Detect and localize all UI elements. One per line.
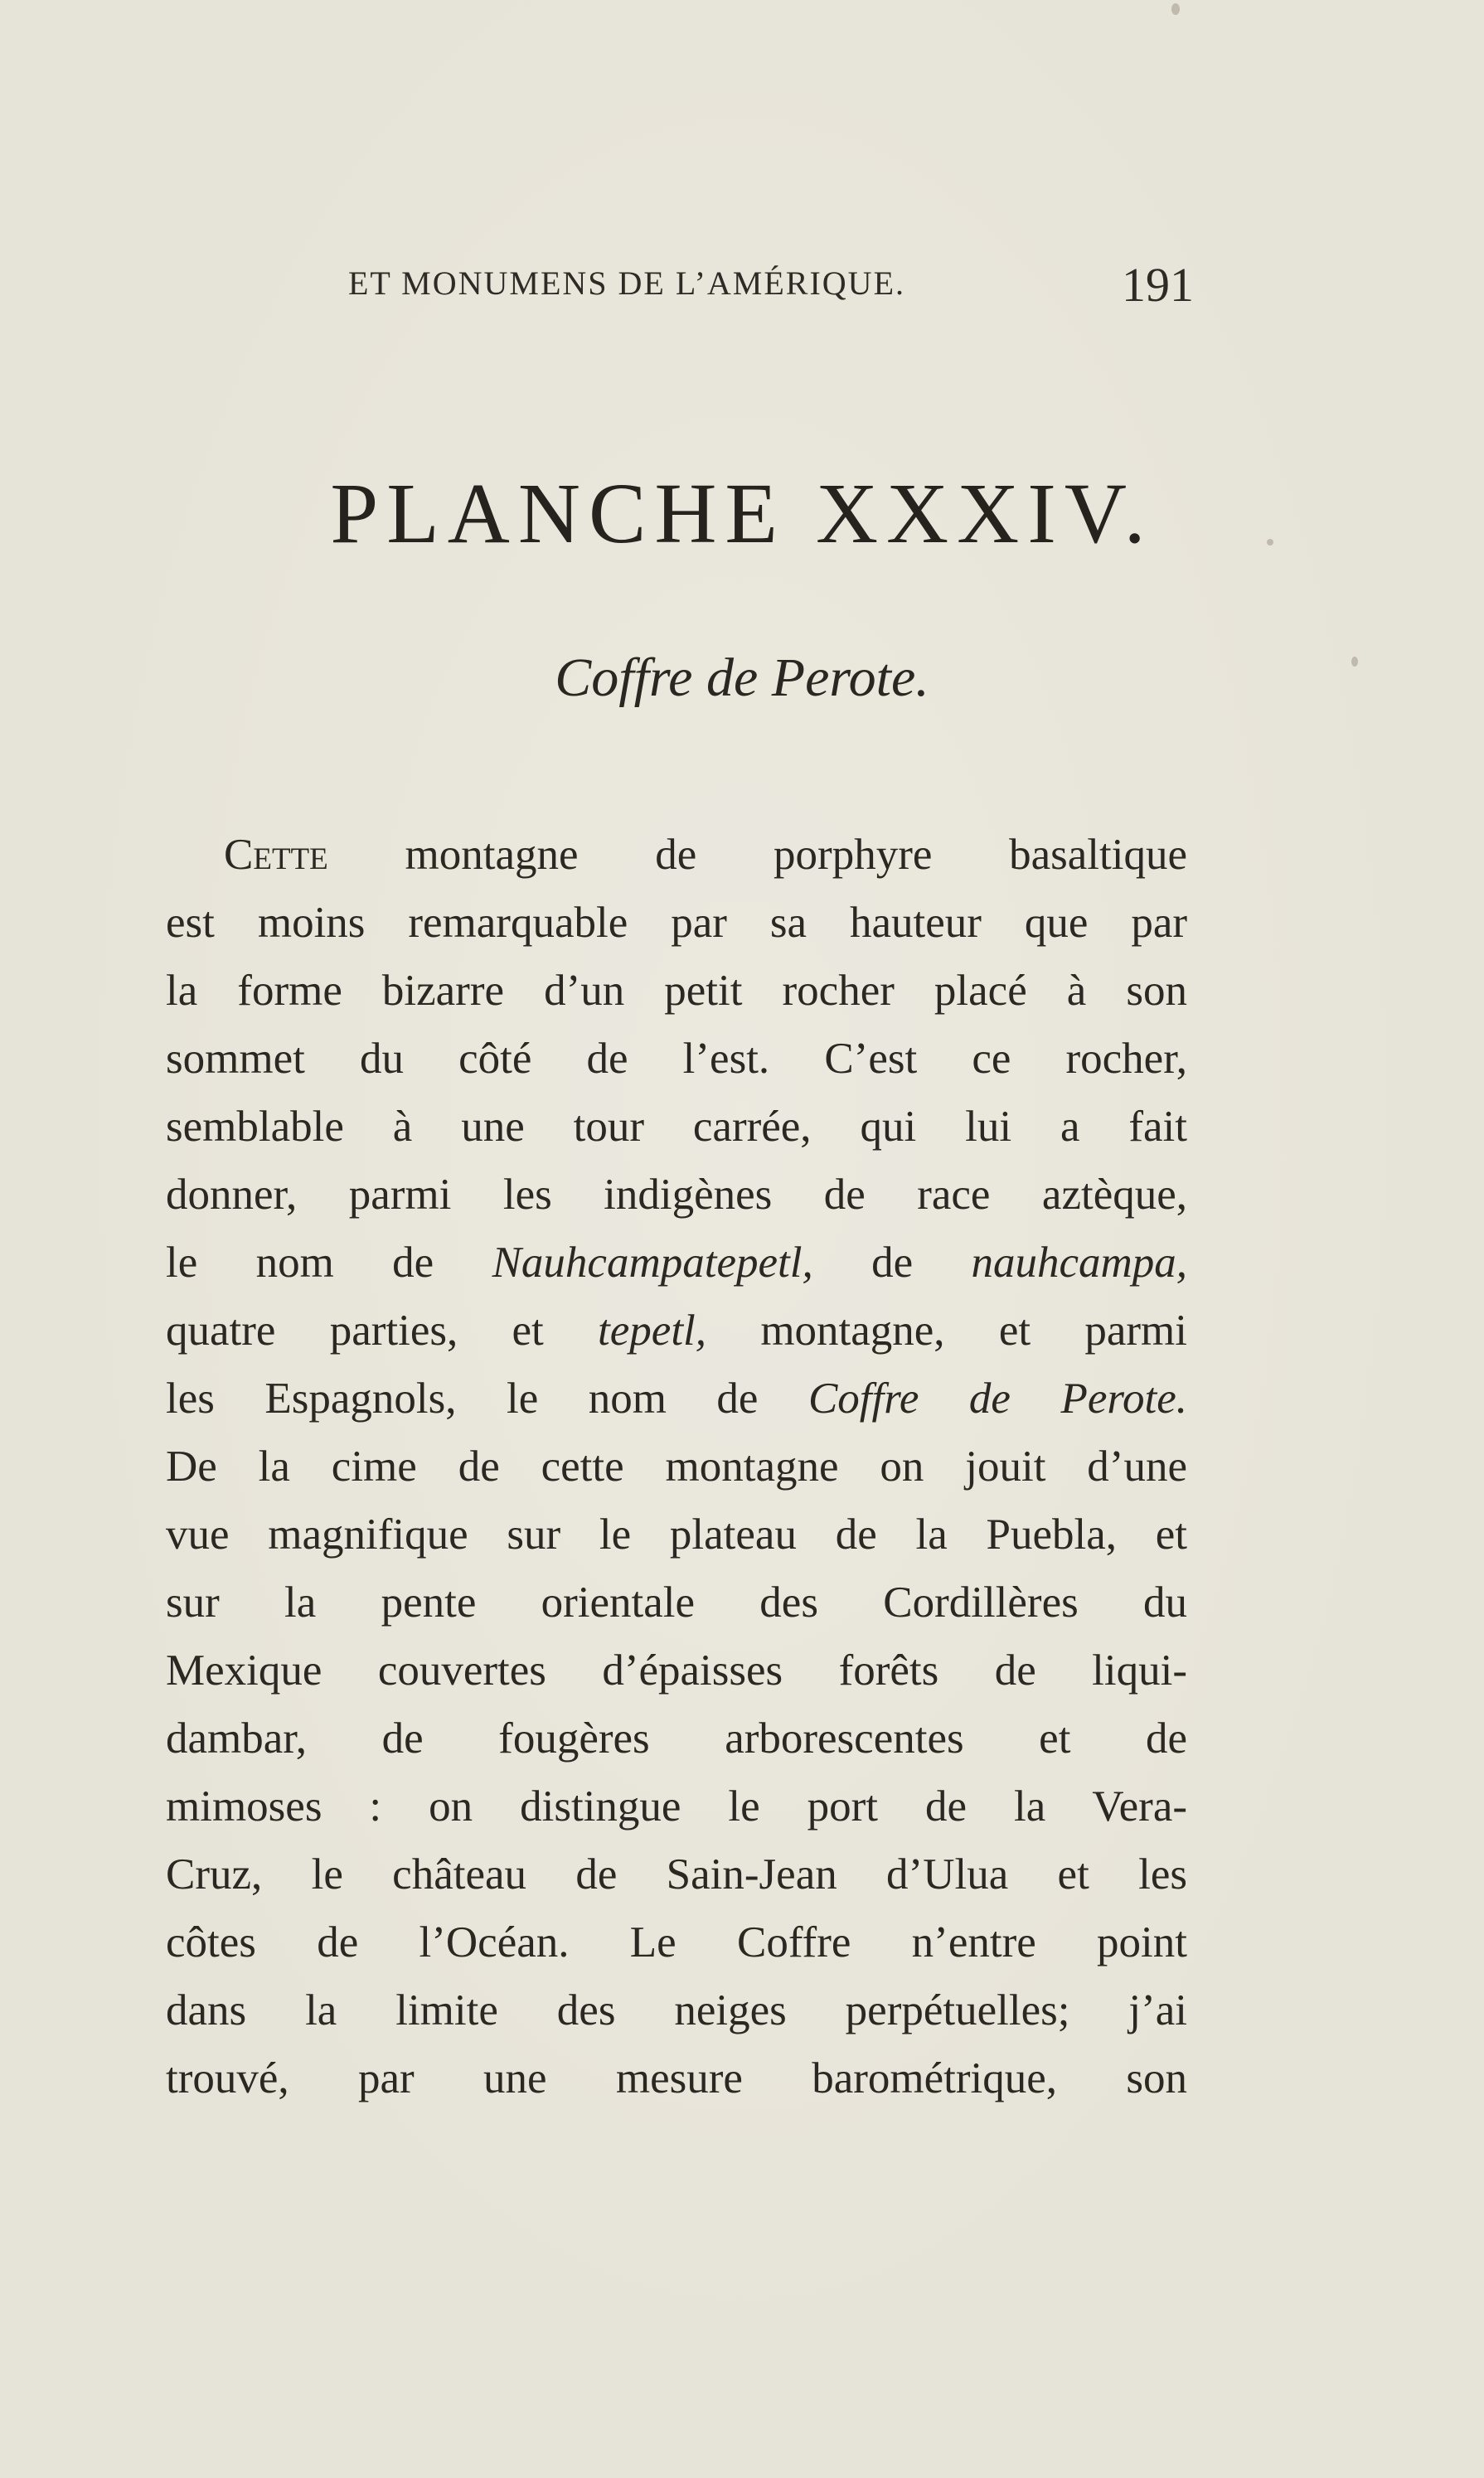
line-text: montagne de porphyre basaltique bbox=[405, 831, 1188, 879]
body-text bbox=[166, 821, 1187, 2112]
text-line: De la cime de cette montagne on jouit d’une bbox=[166, 1443, 1187, 1491]
line-text: les Espagnols, le nom de bbox=[166, 1375, 759, 1423]
text-line: vue magnifique sur le plateau de la Puebla, et bbox=[166, 1511, 1187, 1559]
text-line: dambar, de fougères arborescentes et de bbox=[166, 1714, 1187, 1763]
text-line: la forme bizarre d’un petit rocher placé à son bbox=[166, 967, 1187, 1015]
text-line: Mexique couvertes d’épaisses forêts de liqui- bbox=[166, 1646, 1187, 1695]
text-line: Cruz, le château de Sain-Jean d’Ulua et les bbox=[166, 1850, 1187, 1899]
text-line: côtes de l’Océan. Le Coffre n’entre point bbox=[166, 1918, 1187, 1966]
text-line: mimoses : on distingue le port de la Vera- bbox=[166, 1782, 1187, 1831]
text-line bbox=[166, 1229, 1187, 1297]
drop-word: Cette bbox=[224, 831, 328, 879]
text-line bbox=[166, 1297, 1187, 1365]
running-header bbox=[348, 258, 1194, 313]
text-line: donner, parmi les indigènes de race aztèque, bbox=[166, 1171, 1187, 1219]
page-number: 191 bbox=[1122, 258, 1194, 312]
italic-term: tepetl, bbox=[598, 1307, 707, 1355]
italic-term: nauhcampa, bbox=[971, 1239, 1188, 1287]
plate-title: PLANCHE XXXIV. bbox=[330, 466, 1154, 561]
text-line: trouvé, par une mesure barométrique, son bbox=[166, 2054, 1187, 2102]
text-line: sommet du côté de l’est. C’est ce rocher, bbox=[166, 1035, 1187, 1083]
text-line bbox=[166, 821, 1187, 889]
text-line: dans la limite des neiges perpétuelles; j’ai bbox=[166, 1986, 1187, 2034]
text-line: est moins remarquable par sa hauteur que par bbox=[166, 899, 1187, 947]
text-line bbox=[166, 1365, 1187, 1433]
text-line: sur la pente orientale des Cordillères du bbox=[166, 1578, 1187, 1627]
text-line: semblable à une tour carrée, qui lui a fait bbox=[166, 1103, 1187, 1151]
line-text: montagne, et parmi bbox=[760, 1307, 1187, 1355]
running-title: ET MONUMENS DE L’AMÉRIQUE. bbox=[348, 264, 905, 302]
italic-term: Nauhcampatepetl, bbox=[492, 1239, 813, 1287]
plate-subtitle: Coffre de Perote. bbox=[555, 647, 929, 708]
italic-term: Coffre de Perote. bbox=[807, 1375, 1187, 1423]
line-text: de bbox=[871, 1239, 914, 1287]
line-text: le nom de bbox=[166, 1239, 434, 1287]
line-text: quatre parties, et bbox=[166, 1307, 544, 1355]
foxing-spot bbox=[1171, 3, 1180, 15]
